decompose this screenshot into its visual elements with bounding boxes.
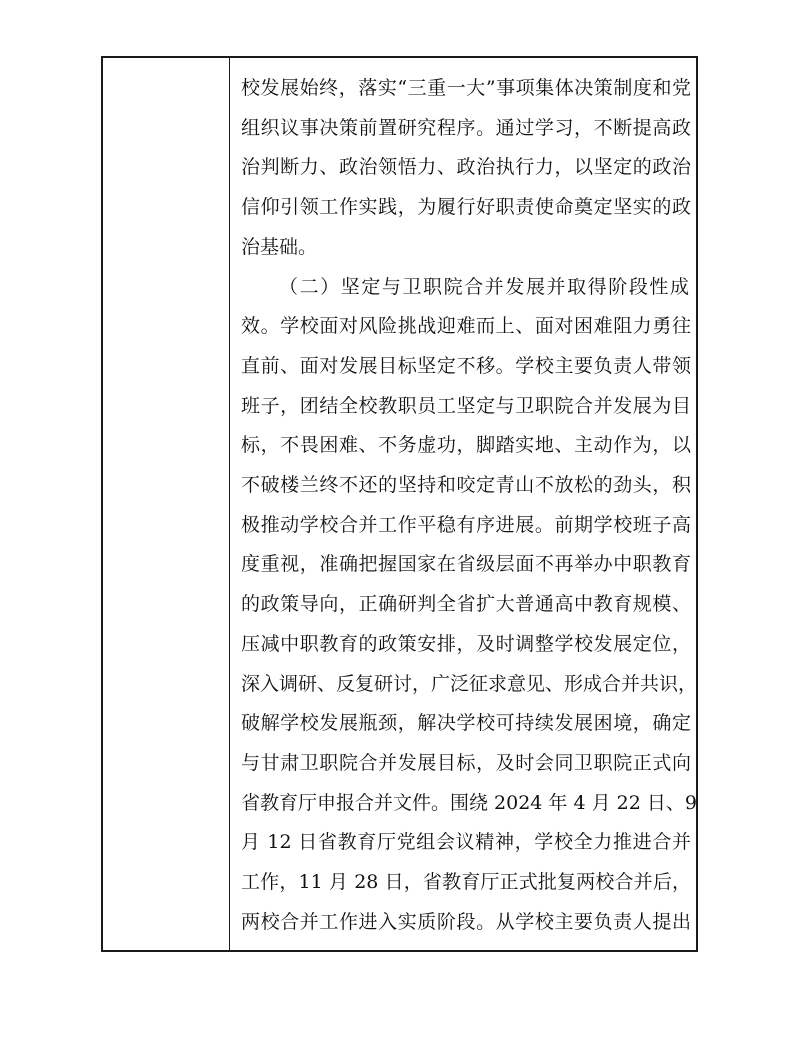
section-heading: （二）坚定与卫职院合并发展并取得阶段性成 bbox=[279, 275, 689, 298]
text-line: 直前、面对发展目标坚定不移。学校主要负责人带领 bbox=[241, 354, 691, 377]
text-line: 极推动学校合并工作平稳有序进展。前期学校班子高 bbox=[241, 513, 691, 536]
text-line: 校发展始终，落实“三重一大”事项集体决策制度和党 bbox=[241, 77, 691, 99]
text-line: 的政策导向，正确研判全省扩大普通高中教育规模、 bbox=[241, 593, 691, 616]
text-line: 深入调研、反复研讨，广泛征求意见、形成合并共识， bbox=[241, 672, 698, 695]
text-line: 与甘肃卫职院合并发展目标，及时会同卫职院正式向 bbox=[241, 751, 691, 774]
table-label-cell bbox=[103, 58, 230, 950]
text-line: 省教育厅申报合并文件。围绕 2024 年 4 月 22 日、9 bbox=[241, 791, 697, 814]
text-line: 标，不畏困难、不务虚功，脚踏实地、主动作为，以 bbox=[241, 434, 691, 457]
text-line: 组织议事决策前置研究程序。通过学习，不断提高政 bbox=[241, 116, 691, 139]
text-line: 月 12 日省教育厅党组会议精神，学校全力推进合并 bbox=[241, 831, 691, 854]
text-line: 效。学校面对风险挑战迎难而上、面对困难阻力勇往 bbox=[241, 315, 691, 338]
text-line: 班子，团结全校教职员工坚定与卫职院合并发展为目 bbox=[241, 394, 691, 417]
text-line: 两校合并工作进入实质阶段。从学校主要负责人提出 bbox=[241, 910, 691, 933]
document-table bbox=[101, 56, 698, 952]
text-line: 信仰引领工作实践，为履行好职责使命奠定坚实的政 bbox=[241, 196, 691, 219]
text-line: 压减中职教育的政策安排，及时调整学校发展定位， bbox=[241, 632, 691, 655]
text-line: 破解学校发展瓶颈，解决学校可持续发展困境，确定 bbox=[241, 712, 691, 735]
text-line: 度重视，准确把握国家在省级层面不再举办中职教育 bbox=[241, 553, 691, 576]
text-line: 不破楼兰终不还的坚持和咬定青山不放松的劲头，积 bbox=[241, 474, 691, 496]
table-content-cell bbox=[230, 58, 696, 950]
text-line: 治判断力、政治领悟力、政治执行力，以坚定的政治 bbox=[241, 156, 691, 179]
text-line: 治基础。 bbox=[241, 235, 318, 258]
text-line: 工作，11 月 28 日，省教育厅正式批复两校合并后， bbox=[241, 871, 691, 893]
